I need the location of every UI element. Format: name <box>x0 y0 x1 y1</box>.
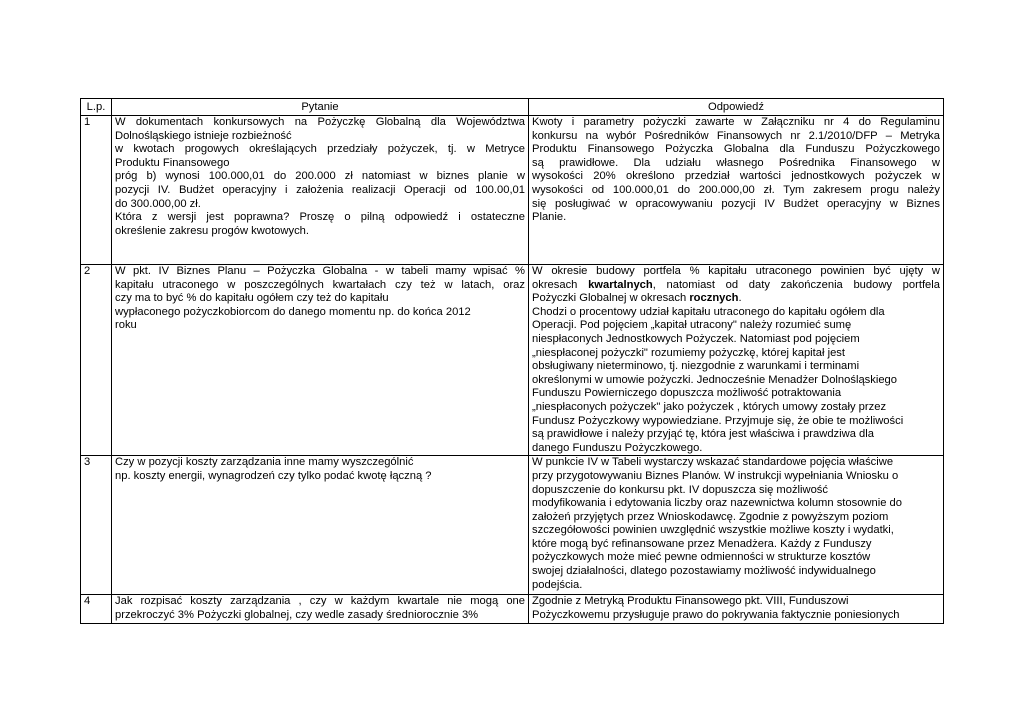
answer-line: wysokości 20% określono przedział wartości jednostkowych pożyczek w <box>532 170 940 183</box>
question-line: Jak rozpisać koszty zarządzania , czy w każdym kwartale nie mogą one <box>115 595 525 608</box>
question-line: Dolnośląskiego istnieje rozbieżność <box>115 129 292 142</box>
answer-line: obsługiwany nieterminowo, tj. niezgodnie z warunkami i terminami <box>532 360 860 373</box>
question-cell <box>112 456 529 595</box>
answer-line: dopuszczenie do konkursu pkt. IV dopuszcza się możliwość <box>532 483 828 496</box>
question-line: Produktu Finansowego <box>115 156 230 169</box>
answer-line: Fundusz Pożyczkowy wypowiedziane. Przyjmuje się, że obie te możliwości <box>532 414 904 427</box>
answer-line: swojej działalności, dlatego pozostawiamy możliwość indywidualnego <box>532 565 876 578</box>
answer-line <box>532 292 940 306</box>
answer-emphasis: rocznych <box>689 292 739 305</box>
question-line: W dokumentach konkursowych na Pożyczkę Globalną dla Województwa <box>115 116 525 128</box>
answer-line: „niespłaconych pożyczek" jako pożyczek , których umowy zostały przez <box>532 400 887 413</box>
question-line: do 300.000,00 zł. <box>115 197 201 210</box>
question-line: w kwotach progowych określających przedziały pożyczek, tj. w Metryce <box>115 143 525 156</box>
table-row <box>81 456 944 595</box>
answer-line: się posługiwać w opracowywaniu pozycji IV Budżet operacyjny w Biznes <box>532 197 940 210</box>
header-question: Pytanie <box>112 99 529 116</box>
question-cell <box>112 595 529 624</box>
answer-line: W okresie budowy portfela % kapitału utraconego powinien być ujęty w <box>532 265 940 277</box>
row-number: 3 <box>81 456 112 595</box>
answer-line: są prawidłowe i należy przyjąć tę, która jest właściwa i prawdziwa dla <box>532 428 874 441</box>
answer-line: konkursu na wybór Pośredników Finansowych nr 2.1/2010/DFP – Metryka <box>532 129 940 142</box>
answer-line: które mogą być refinansowane przez Menadżera. Każdy z Funduszy <box>532 537 872 550</box>
answer-line: są prawidłowe. Dla udziału własnego Pośrednika Finansowego w <box>532 156 940 169</box>
question-line: pozycji IV. Budżet operacyjny i założenia realizacji Operacji od 100.00,01 <box>115 183 525 196</box>
answer-line: podejścia. <box>532 578 583 591</box>
answer-line: „niespłaconej pożyczki" rozumiemy pożyczkę, której kapitał jest <box>532 346 845 359</box>
answer-line <box>532 279 940 293</box>
question-cell <box>112 265 529 456</box>
answer-cell <box>529 116 944 265</box>
answer-line: szczegółowości powinien uwzględnić wszystkie możliwe koszty i wydatki, <box>532 524 894 537</box>
question-line: W pkt. IV Biznes Planu – Pożyczka Globalna - w tabeli mamy wpisać % <box>115 265 525 277</box>
answer-cell <box>529 456 944 595</box>
answer-text: , natomiast od daty zakończenia budowy portfela <box>652 278 940 291</box>
question-line: Czy w pozycji koszty zarządzania inne mamy wyszczególnić <box>115 456 414 469</box>
answer-line: Planie. <box>532 211 567 224</box>
answer-line: założeń przyjętych przez Wnioskodawcę. Zgodnie z powyższym poziom <box>532 510 889 523</box>
header-answer: Odpowiedź <box>529 99 944 116</box>
answer-line: Chodzi o procentowy udział kapitału utraconego do kapitału ogółem dla <box>532 305 885 318</box>
table-row <box>81 265 944 456</box>
answer-line: Funduszu Powierniczego dopuszcza możliwość potraktowania <box>532 387 842 400</box>
answer-text: okresach <box>532 278 589 291</box>
qa-table <box>80 98 944 624</box>
answer-line: Zgodnie z Metryką Produktu Finansowego pkt. VIII, Funduszowi <box>532 595 849 608</box>
question-line: próg b) wynosi 100.000,01 do 200.000 zł natomiast w biznes planie w <box>115 170 525 183</box>
row-number: 2 <box>81 265 112 456</box>
question-line: kapitału utraconego w poszczególnych kwartałach czy też w latach, oraz <box>115 278 525 291</box>
answer-text: Pożyczki Globalnej w okresach <box>532 292 690 305</box>
header-lp: L.p. <box>81 99 112 116</box>
answer-line: W punkcie IV w Tabeli wystarczy wskazać standardowe pojęcia właściwe <box>532 456 894 469</box>
question-line: określenie zakresu progów kwotowych. <box>115 224 310 237</box>
answer-line: Pożyczkowemu przysługuje prawo do pokrywania faktycznie poniesionych <box>532 608 900 621</box>
answer-line: pożyczkowych może mieć pewne odmienności w strukturze kosztów <box>532 551 871 564</box>
table-header-row <box>81 99 944 116</box>
question-line: wypłaconego pożyczkobiorcom do danego momentu np. do końca 2012 <box>115 305 471 318</box>
answer-line: niespłaconych Jednostkowych Pożyczek. Natomiast pod pojęciem <box>532 332 860 345</box>
row-number: 4 <box>81 595 112 624</box>
answer-line: Kwoty i parametry pożyczki zawarte w Załączniku nr 4 do Regulaminu <box>532 116 940 128</box>
table-row <box>81 116 944 265</box>
answer-line: Operacji. Pod pojęciem „kapitał utracony" należy rozumieć sumę <box>532 319 852 332</box>
answer-line: danego Funduszu Pożyczkowego. <box>532 441 703 454</box>
answer-cell <box>529 265 944 456</box>
answer-line: wysokości od 100.000,01 do 200.000,00 zł. Tym zakresem progu należy <box>532 183 940 196</box>
question-line: roku <box>115 319 137 332</box>
question-line: np. koszty energii, wynagrodzeń czy tylko podać kwotę łączną ? <box>115 469 432 482</box>
question-line: przekroczyć 3% Pożyczki globalnej, czy wedle zasady średniorocznie 3% <box>115 608 479 621</box>
question-cell <box>112 116 529 265</box>
answer-line: Produktu Finansowego Pożyczka Globalna dla Funduszu Pożyczkowego <box>532 143 940 156</box>
answer-line: przy przygotowywaniu Biznes Planów. W instrukcji wypełniania Wniosku o <box>532 469 899 482</box>
answer-line: modyfikowania i edytowania liczby oraz nazewnictwa kolumn stosownie do <box>532 497 902 510</box>
answer-line: określonymi w umowie pożyczki. Jednocześnie Menadżer Dolnośląskiego <box>532 373 898 386</box>
question-line: czy ma to być % do kapitału ogółem czy też do kapitału <box>115 292 389 305</box>
table-row <box>81 595 944 624</box>
row-number: 1 <box>81 116 112 265</box>
answer-text: . <box>738 292 742 305</box>
answer-emphasis: kwartalnych <box>588 278 653 291</box>
answer-cell <box>529 595 944 624</box>
question-line: Która z wersji jest poprawna? Proszę o pilną odpowiedź i ostateczne <box>115 211 525 224</box>
